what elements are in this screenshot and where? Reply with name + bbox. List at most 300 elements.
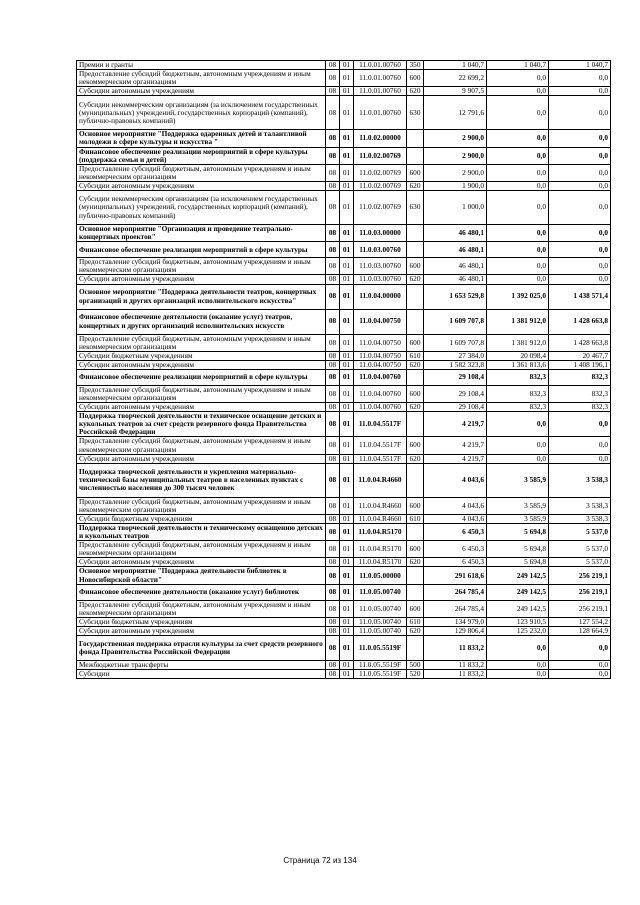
row-section: 08: [326, 369, 340, 385]
row-section: 08: [326, 567, 340, 584]
row-expense-type: [407, 412, 424, 437]
row-expense-type: [407, 463, 424, 497]
row-section: 08: [326, 617, 340, 626]
row-target-code: 11.0.05.00740: [354, 617, 407, 626]
row-section: 08: [326, 584, 340, 600]
table-row: [77, 567, 611, 584]
row-subsection: 01: [340, 497, 354, 514]
row-name: Предоставление субсидий бюджетным, автономным учреждениям и иным некоммерческим организациям: [77, 437, 326, 454]
row-target-code: 11.0.02.00000: [354, 130, 407, 147]
row-expense-type: 350: [407, 61, 424, 70]
row-section: 08: [326, 541, 340, 558]
row-subsection: 01: [340, 96, 354, 130]
row-expense-type: 600: [407, 70, 424, 87]
row-amount-2: 832,3: [487, 385, 549, 402]
row-subsection: 01: [340, 412, 354, 437]
row-subsection: 01: [340, 454, 354, 463]
table-row: [77, 524, 611, 541]
table-row: [77, 242, 611, 258]
row-section: 08: [326, 385, 340, 402]
row-expense-type: 610: [407, 617, 424, 626]
row-name: Субсидии автономным учреждениям: [77, 360, 326, 369]
row-section: 08: [326, 61, 340, 70]
table-row: [77, 351, 611, 360]
row-amount-1: 46 480,1: [424, 242, 487, 258]
row-target-code: 11.0.05.5519F: [354, 636, 407, 661]
row-amount-3: 128 664,9: [549, 626, 611, 635]
row-amount-1: 12 791,6: [424, 96, 487, 130]
row-amount-1: 9 907,5: [424, 87, 487, 96]
row-amount-2: 1 361 813,6: [487, 360, 549, 369]
row-amount-3: 0,0: [549, 636, 611, 661]
row-amount-3: 20 467,7: [549, 351, 611, 360]
row-name: Предоставление субсидий бюджетным, автономным учреждениям и иным некоммерческим организациям: [77, 334, 326, 351]
row-target-code: 11.0.02.00769: [354, 147, 407, 164]
row-subsection: 01: [340, 181, 354, 190]
row-name: Субсидии бюджетным учреждениям: [77, 514, 326, 523]
row-section: 08: [326, 661, 340, 670]
table-row: [77, 541, 611, 558]
row-amount-2: 3 585,9: [487, 497, 549, 514]
row-amount-1: 291 618,6: [424, 567, 487, 584]
row-subsection: 01: [340, 600, 354, 617]
table-row: [77, 309, 611, 334]
row-amount-2: 0,0: [487, 275, 549, 284]
row-amount-3: 256 219,1: [549, 567, 611, 584]
row-expense-type: 600: [407, 600, 424, 617]
row-amount-2: 0,0: [487, 191, 549, 225]
row-amount-3: 1 428 663,8: [549, 309, 611, 334]
row-section: 08: [326, 164, 340, 181]
row-amount-3: 5 537,0: [549, 558, 611, 567]
row-amount-1: 4 219,7: [424, 437, 487, 454]
row-subsection: 01: [340, 130, 354, 147]
row-subsection: 01: [340, 191, 354, 225]
row-section: 08: [326, 70, 340, 87]
row-amount-1: 6 450,3: [424, 541, 487, 558]
row-target-code: 11.0.03.00000: [354, 225, 407, 242]
table-row: [77, 497, 611, 514]
row-amount-1: 134 979,0: [424, 617, 487, 626]
row-target-code: 11.0.05.00740: [354, 626, 407, 635]
row-amount-1: 264 785,4: [424, 584, 487, 600]
row-target-code: 11.0.04.5517F: [354, 412, 407, 437]
table-row: [77, 334, 611, 351]
row-amount-1: 1 040,7: [424, 61, 487, 70]
row-amount-1: 46 480,1: [424, 275, 487, 284]
row-amount-2: 0,0: [487, 258, 549, 275]
row-expense-type: [407, 130, 424, 147]
row-amount-2: 0,0: [487, 96, 549, 130]
row-section: 08: [326, 225, 340, 242]
row-amount-3: 256 219,1: [549, 584, 611, 600]
row-target-code: 11.0.05.00740: [354, 600, 407, 617]
row-section: 08: [326, 360, 340, 369]
row-section: 08: [326, 181, 340, 190]
table-row: [77, 626, 611, 635]
row-amount-1: 46 480,1: [424, 225, 487, 242]
row-section: 08: [326, 351, 340, 360]
table-row: [77, 225, 611, 242]
row-amount-1: 4 043,6: [424, 497, 487, 514]
row-section: 08: [326, 636, 340, 661]
row-amount-1: 264 785,4: [424, 600, 487, 617]
row-amount-3: 5 537,0: [549, 541, 611, 558]
row-amount-3: 832,3: [549, 369, 611, 385]
row-amount-1: 11 833,2: [424, 670, 487, 679]
row-subsection: 01: [340, 463, 354, 497]
row-subsection: 01: [340, 309, 354, 334]
table-row: [77, 403, 611, 412]
row-subsection: 01: [340, 242, 354, 258]
row-name: Финансовое обеспечение реализации мероприятий в сфере культуры (поддержка семьи и детей): [77, 147, 326, 164]
row-expense-type: 620: [407, 275, 424, 284]
row-amount-3: 3 538,3: [549, 514, 611, 523]
row-amount-1: 4 219,7: [424, 412, 487, 437]
row-section: 08: [326, 258, 340, 275]
row-amount-3: 5 537,0: [549, 524, 611, 541]
row-amount-1: 4 043,6: [424, 514, 487, 523]
row-amount-1: 29 108,4: [424, 369, 487, 385]
row-subsection: 01: [340, 541, 354, 558]
row-section: 08: [326, 147, 340, 164]
row-name: Субсидии автономным учреждениям: [77, 558, 326, 567]
row-subsection: 01: [340, 661, 354, 670]
row-amount-1: 11 833,2: [424, 636, 487, 661]
row-section: 08: [326, 242, 340, 258]
row-expense-type: 600: [407, 437, 424, 454]
row-amount-2: 0,0: [487, 147, 549, 164]
row-subsection: 01: [340, 147, 354, 164]
row-amount-3: 0,0: [549, 670, 611, 679]
row-amount-3: 1 438 571,4: [549, 284, 611, 309]
row-section: 08: [326, 87, 340, 96]
row-name: Государственная поддержка отрасли культуры за счет средств резервного фонда Правительства Российской Федерации: [77, 636, 326, 661]
row-amount-3: 0,0: [549, 130, 611, 147]
row-target-code: 11.0.04.R4660: [354, 497, 407, 514]
row-amount-2: 1 381 912,0: [487, 309, 549, 334]
row-amount-3: 0,0: [549, 661, 611, 670]
row-amount-3: 0,0: [549, 96, 611, 130]
row-name: Субсидии автономным учреждениям: [77, 403, 326, 412]
row-name: Межбюджетные трансферты: [77, 661, 326, 670]
row-subsection: 01: [340, 61, 354, 70]
row-subsection: 01: [340, 385, 354, 402]
row-target-code: 11.0.04.00760: [354, 403, 407, 412]
row-amount-3: 0,0: [549, 87, 611, 96]
row-name: Финансовое обеспечение реализации мероприятий в сфере культуры: [77, 242, 326, 258]
row-target-code: 11.0.04.00750: [354, 309, 407, 334]
row-name: Основное мероприятие "Организация и проведение театрально-концертных проектов": [77, 225, 326, 242]
row-section: 08: [326, 403, 340, 412]
table-row: [77, 284, 611, 309]
table-row: [77, 191, 611, 225]
row-amount-2: 0,0: [487, 454, 549, 463]
row-amount-3: 127 554,2: [549, 617, 611, 626]
row-amount-3: 1 408 196,1: [549, 360, 611, 369]
row-amount-2: 0,0: [487, 87, 549, 96]
row-amount-2: 20 098,4: [487, 351, 549, 360]
row-section: 08: [326, 670, 340, 679]
table-row: [77, 670, 611, 679]
row-subsection: 01: [340, 636, 354, 661]
row-amount-2: 0,0: [487, 242, 549, 258]
row-target-code: 11.0.03.00760: [354, 242, 407, 258]
row-expense-type: [407, 369, 424, 385]
row-amount-3: 832,3: [549, 385, 611, 402]
row-target-code: 11.0.03.00760: [354, 275, 407, 284]
row-section: 08: [326, 334, 340, 351]
row-name: Поддержка творческой деятельности и техническое оснащение детских и кукольных театров за счет средств резервного фонда Правительства Российской Федерации: [77, 412, 326, 437]
row-amount-3: 0,0: [549, 275, 611, 284]
row-expense-type: [407, 584, 424, 600]
row-expense-type: 630: [407, 96, 424, 130]
table-row: [77, 636, 611, 661]
row-amount-3: 0,0: [549, 412, 611, 437]
row-amount-2: 0,0: [487, 670, 549, 679]
table-row: [77, 412, 611, 437]
row-name: Субсидии автономным учреждениям: [77, 626, 326, 635]
row-amount-3: 256 219,1: [549, 600, 611, 617]
row-name: Субсидии: [77, 670, 326, 679]
row-amount-2: 125 232,0: [487, 626, 549, 635]
row-target-code: 11.0.01.00760: [354, 87, 407, 96]
row-section: 08: [326, 275, 340, 284]
row-amount-2: 249 142,5: [487, 567, 549, 584]
row-target-code: 11.0.04.5517F: [354, 437, 407, 454]
row-amount-3: 0,0: [549, 225, 611, 242]
row-name: Финансовое обеспечение деятельности (оказание услуг) библиотек: [77, 584, 326, 600]
row-expense-type: 620: [407, 626, 424, 635]
row-name: Предоставление субсидий бюджетным, автономным учреждениям и иным некоммерческим организациям: [77, 497, 326, 514]
row-expense-type: 620: [407, 403, 424, 412]
row-amount-2: 5 694,8: [487, 541, 549, 558]
table-row: [77, 514, 611, 523]
row-amount-1: 27 384,0: [424, 351, 487, 360]
row-section: 08: [326, 437, 340, 454]
row-amount-3: 0,0: [549, 191, 611, 225]
row-amount-1: 22 699,2: [424, 70, 487, 87]
row-name: Субсидии некоммерческим организациям (за исключением государственных (муниципальных) учреждений, государственных корпораций (компаний), публично-правовых компаний): [77, 191, 326, 225]
table-row: [77, 147, 611, 164]
row-expense-type: 620: [407, 87, 424, 96]
row-target-code: 11.0.04.00760: [354, 369, 407, 385]
row-target-code: 11.0.02.00769: [354, 191, 407, 225]
row-amount-3: 0,0: [549, 70, 611, 87]
row-expense-type: 520: [407, 670, 424, 679]
row-amount-1: 2 900,0: [424, 147, 487, 164]
row-subsection: 01: [340, 626, 354, 635]
table-row: [77, 275, 611, 284]
table-row: [77, 437, 611, 454]
row-expense-type: 600: [407, 497, 424, 514]
table-row: [77, 463, 611, 497]
row-section: 08: [326, 514, 340, 523]
row-expense-type: [407, 284, 424, 309]
row-amount-3: 3 538,3: [549, 463, 611, 497]
table-row: [77, 584, 611, 600]
row-target-code: 11.0.05.00000: [354, 567, 407, 584]
row-amount-3: 1 040,7: [549, 61, 611, 70]
row-amount-2: 0,0: [487, 181, 549, 190]
row-name: Основное мероприятие "Поддержка деятельности театров, концертных организаций и других организаций исполнительского искусства": [77, 284, 326, 309]
row-section: 08: [326, 284, 340, 309]
row-amount-3: 832,3: [549, 403, 611, 412]
row-subsection: 01: [340, 567, 354, 584]
row-target-code: 11.0.01.00760: [354, 70, 407, 87]
row-target-code: 11.0.04.00750: [354, 360, 407, 369]
row-amount-2: 0,0: [487, 70, 549, 87]
row-section: 08: [326, 96, 340, 130]
row-target-code: 11.0.04.00750: [354, 351, 407, 360]
row-subsection: 01: [340, 87, 354, 96]
row-expense-type: 500: [407, 661, 424, 670]
table-row: [77, 454, 611, 463]
table-row: [77, 181, 611, 190]
row-expense-type: [407, 636, 424, 661]
row-subsection: 01: [340, 524, 354, 541]
row-expense-type: 610: [407, 514, 424, 523]
row-amount-1: 1 653 529,8: [424, 284, 487, 309]
row-subsection: 01: [340, 437, 354, 454]
row-subsection: 01: [340, 334, 354, 351]
row-expense-type: 610: [407, 351, 424, 360]
table-row: [77, 164, 611, 181]
row-amount-3: 0,0: [549, 164, 611, 181]
row-expense-type: 600: [407, 164, 424, 181]
row-amount-2: 1 392 025,0: [487, 284, 549, 309]
row-target-code: 11.0.05.5519F: [354, 661, 407, 670]
row-amount-3: 0,0: [549, 181, 611, 190]
row-amount-2: 832,3: [487, 403, 549, 412]
row-amount-2: 0,0: [487, 661, 549, 670]
row-target-code: 11.0.04.00000: [354, 284, 407, 309]
row-amount-1: 129 806,4: [424, 626, 487, 635]
table-body: [77, 61, 611, 679]
row-amount-1: 1 900,0: [424, 181, 487, 190]
table-row: [77, 258, 611, 275]
row-subsection: 01: [340, 403, 354, 412]
row-amount-3: 1 428 663,8: [549, 334, 611, 351]
row-subsection: 01: [340, 164, 354, 181]
row-amount-2: 3 585,9: [487, 514, 549, 523]
row-target-code: 11.0.05.00740: [354, 584, 407, 600]
row-section: 08: [326, 600, 340, 617]
row-amount-1: 29 108,4: [424, 385, 487, 402]
row-amount-1: 1 609 707,8: [424, 334, 487, 351]
row-amount-2: 0,0: [487, 164, 549, 181]
row-name: Основное мероприятие "Поддержка деятельности библиотек в Новосибирской области": [77, 567, 326, 584]
row-name: Предоставление субсидий бюджетным, автономным учреждениям и иным некоммерческим организациям: [77, 600, 326, 617]
row-amount-1: 2 900,0: [424, 164, 487, 181]
row-name: Субсидии некоммерческим организациям (за исключением государственных (муниципальных) учреждений, государственных корпораций (компаний), публично-правовых компаний): [77, 96, 326, 130]
row-subsection: 01: [340, 225, 354, 242]
row-name: Предоставление субсидий бюджетным, автономным учреждениям и иным некоммерческим организациям: [77, 541, 326, 558]
row-amount-2: 249 142,5: [487, 584, 549, 600]
page-number: Страница 72 из 134: [283, 856, 357, 865]
row-name: Предоставление субсидий бюджетным, автономным учреждениям и иным некоммерческим организациям: [77, 164, 326, 181]
table-row: [77, 558, 611, 567]
table-row: [77, 369, 611, 385]
row-subsection: 01: [340, 351, 354, 360]
row-name: Субсидии бюджетным учреждениям: [77, 351, 326, 360]
row-amount-3: 0,0: [549, 454, 611, 463]
row-amount-3: 0,0: [549, 437, 611, 454]
row-name: Субсидии автономным учреждениям: [77, 275, 326, 284]
table-row: [77, 385, 611, 402]
row-name: Финансовое обеспечение деятельности (оказание услуг) театров, концертных и других организаций исполнительских искусств: [77, 309, 326, 334]
row-expense-type: 620: [407, 558, 424, 567]
row-amount-2: 0,0: [487, 636, 549, 661]
row-section: 08: [326, 463, 340, 497]
row-amount-2: 5 694,8: [487, 524, 549, 541]
row-subsection: 01: [340, 258, 354, 275]
row-target-code: 11.0.01.00760: [354, 96, 407, 130]
budget-table: [76, 60, 611, 679]
row-section: 08: [326, 309, 340, 334]
row-amount-2: 249 142,5: [487, 600, 549, 617]
row-amount-3: 0,0: [549, 258, 611, 275]
row-subsection: 01: [340, 514, 354, 523]
row-expense-type: 620: [407, 360, 424, 369]
row-amount-2: 3 585,9: [487, 463, 549, 497]
row-target-code: 11.0.04.R5170: [354, 524, 407, 541]
row-amount-2: 0,0: [487, 437, 549, 454]
row-target-code: 11.0.02.00769: [354, 164, 407, 181]
row-expense-type: 600: [407, 541, 424, 558]
row-amount-1: 4 219,7: [424, 454, 487, 463]
row-amount-1: 6 450,3: [424, 524, 487, 541]
row-section: 08: [326, 626, 340, 635]
row-amount-2: 0,0: [487, 225, 549, 242]
row-subsection: 01: [340, 284, 354, 309]
row-amount-3: 3 538,3: [549, 497, 611, 514]
row-section: 08: [326, 497, 340, 514]
row-expense-type: 600: [407, 258, 424, 275]
row-target-code: 11.0.01.00760: [354, 61, 407, 70]
row-target-code: 11.0.03.00760: [354, 258, 407, 275]
row-target-code: 11.0.04.R4660: [354, 514, 407, 523]
row-name: Предоставление субсидий бюджетным, автономным учреждениям и иным некоммерческим организациям: [77, 70, 326, 87]
row-subsection: 01: [340, 670, 354, 679]
row-amount-1: 11 833,2: [424, 661, 487, 670]
row-amount-1: 1 582 323,8: [424, 360, 487, 369]
row-name: Поддержка творческой деятельности и техническому оснащению детских и кукольных театров: [77, 524, 326, 541]
row-expense-type: [407, 242, 424, 258]
row-target-code: 11.0.04.5517F: [354, 454, 407, 463]
row-subsection: 01: [340, 369, 354, 385]
row-amount-2: 1 040,7: [487, 61, 549, 70]
table-row: [77, 130, 611, 147]
row-expense-type: 620: [407, 454, 424, 463]
row-target-code: 11.0.04.00750: [354, 334, 407, 351]
row-expense-type: [407, 567, 424, 584]
row-amount-1: 2 900,0: [424, 130, 487, 147]
row-name: Основное мероприятие "Поддержка одаренных детей и талантливой молодежи в сфере культуры и искусства ": [77, 130, 326, 147]
table-row: [77, 360, 611, 369]
row-name: Поддержка творческой деятельности и укрепления материально-технической базы муниципальных театров в населенных пунктах с численностью населения до 300 тысяч человек: [77, 463, 326, 497]
row-expense-type: [407, 225, 424, 242]
row-name: Предоставление субсидий бюджетным, автономным учреждениям и иным некоммерческим организациям: [77, 258, 326, 275]
row-amount-2: 0,0: [487, 412, 549, 437]
row-amount-1: 1 000,0: [424, 191, 487, 225]
row-name: Субсидии автономным учреждениям: [77, 181, 326, 190]
table-row: [77, 96, 611, 130]
row-section: 08: [326, 524, 340, 541]
row-expense-type: [407, 147, 424, 164]
row-expense-type: 600: [407, 385, 424, 402]
row-subsection: 01: [340, 558, 354, 567]
